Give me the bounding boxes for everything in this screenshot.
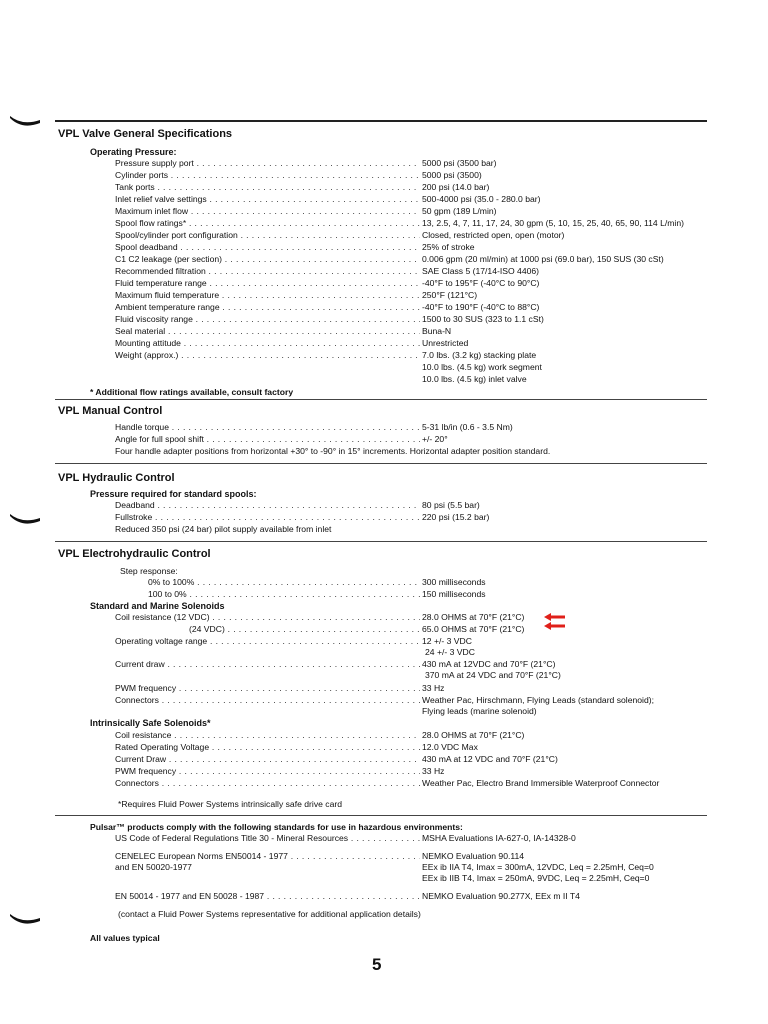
spec-row: (24 VDC) . . . 65.0 OHMS at 70°F (21°C) bbox=[115, 624, 715, 635]
spec-row: EN 50014 - 1977 and EN 50028 - 1987 . . . NEMKO Evaluation 90.277X, EEx m II T4 bbox=[115, 891, 715, 902]
pulsar-title: Pulsar™ products comply with the following standards for use in hazardous environments: bbox=[90, 822, 463, 832]
spec-row: Handle torque . . . 5-31 lb/in (0.6 - 3.5 Nm) bbox=[115, 422, 715, 433]
spec-row: PWM frequency . . . 33 Hz bbox=[115, 683, 715, 694]
spec-row: Maximum fluid temperature . . . 250°F (121°C) bbox=[115, 290, 715, 301]
weight-extra: 10.0 lbs. (4.5 kg) work segment bbox=[422, 362, 542, 372]
pressure-required-label: Pressure required for standard spools: bbox=[90, 489, 257, 499]
section-rule bbox=[55, 399, 707, 400]
weight-extra: 10.0 lbs. (4.5 kg) inlet valve bbox=[422, 374, 527, 384]
spec-row: Rated Operating Voltage . . . 12.0 VDC Max bbox=[115, 742, 715, 753]
page-number: 5 bbox=[372, 955, 382, 974]
cenelec-label-2: and EN 50020-1977 bbox=[115, 862, 192, 872]
spec-row: PWM frequency . . . 33 Hz bbox=[115, 766, 715, 777]
binder-mark-icon bbox=[8, 510, 42, 526]
step-response-label: Step response: bbox=[120, 566, 178, 576]
cenelec-value: EEx ib IIA T4, Imax = 300mA, 12VDC, Leq = 2.25mH, Ceq=0 bbox=[422, 862, 654, 872]
all-values-note: All values typical bbox=[90, 933, 160, 943]
spec-row: Inlet relief valve settings . . . 500-4000 psi (35.0 - 280.0 bar) bbox=[115, 194, 715, 205]
general-title: VPL Valve General Specifications bbox=[58, 128, 233, 140]
operating-pressure-label: Operating Pressure: bbox=[90, 147, 177, 157]
spec-row: Fluid temperature range . . . -40°F to 195°F (-40°C to 90°C) bbox=[115, 278, 715, 289]
contact-note: (contact a Fluid Power Systems representative for additional application details) bbox=[118, 909, 421, 919]
safe-solenoids-title: Intrinsically Safe Solenoids* bbox=[90, 718, 211, 728]
section-rule bbox=[55, 815, 707, 816]
section-rule bbox=[55, 541, 707, 542]
spec-row: Deadband . . . 80 psi (5.5 bar) bbox=[115, 500, 715, 511]
spec-row: Spool/cylinder port configuration . . . Closed, restricted open, open (motor) bbox=[115, 230, 715, 241]
manual-title: VPL Manual Control bbox=[58, 405, 163, 417]
hydraulic-note: Reduced 350 psi (24 bar) pilot supply available from inlet bbox=[115, 524, 332, 534]
spec-row: Angle for full spool shift . . . +/- 20° bbox=[115, 434, 715, 445]
electro-title: VPL Electrohydraulic Control bbox=[58, 548, 211, 560]
spec-row: 24 +/- 3 VDC bbox=[425, 647, 475, 657]
spec-row: Pressure supply port . . . 5000 psi (3500 bar) bbox=[115, 158, 715, 169]
binder-mark-icon bbox=[8, 910, 42, 926]
spec-row: Coil resistance (12 VDC) . . . 28.0 OHMS at 70°F (21°C) bbox=[115, 612, 715, 623]
spec-row: Current Draw . . . 430 mA at 12 VDC and 70°F (21°C) bbox=[115, 754, 715, 765]
spec-row: Flying leads (marine solenoid) bbox=[422, 706, 537, 716]
cenelec-value: EEx ib IIB T4, Imax = 250mA, 9VDC, Leq = 2.25mH, Ceq=0 bbox=[422, 873, 650, 883]
section-rule bbox=[55, 463, 707, 464]
spec-row: US Code of Federal Regulations Title 30 - Mineral Resources . . . MSHA Evaluations IA-627-0, IA-14328-0 bbox=[115, 833, 715, 844]
spec-row: Spool deadband . . . 25% of stroke bbox=[115, 242, 715, 253]
spec-row: Coil resistance . . . 28.0 OHMS at 70°F (21°C) bbox=[115, 730, 715, 741]
spec-row: Connectors . . . Weather Pac, Hirschmann, Flying Leads (standard solenoid); bbox=[115, 695, 715, 706]
spec-row: 0% to 100% . . . 300 milliseconds bbox=[148, 577, 718, 588]
safe-footnote: *Requires Fluid Power Systems intrinsically safe drive card bbox=[118, 799, 342, 809]
spec-row: Fluid viscosity range . . . 1500 to 30 SUS (323 to 1.1 cSt) bbox=[115, 314, 715, 325]
manual-note: Four handle adapter positions from horizontal +30° to -90° in 15° increments. Horizontal adapter position standard. bbox=[115, 446, 551, 456]
spec-row: 370 mA at 24 VDC and 70°F (21°C) bbox=[425, 670, 561, 680]
spec-row: Cylinder ports . . . 5000 psi (3500) bbox=[115, 170, 715, 181]
hydraulic-title: VPL Hydraulic Control bbox=[58, 472, 175, 484]
spec-row: Current draw . . . 430 mA at 12VDC and 70°F (21°C) bbox=[115, 659, 715, 670]
spec-row: Maximum inlet flow . . . 50 gpm (189 L/min) bbox=[115, 206, 715, 217]
spec-row: Weight (approx.) . . . 7.0 lbs. (3.2 kg) stacking plate bbox=[115, 350, 715, 361]
spec-row: 100 to 0% . . . 150 milliseconds bbox=[148, 589, 718, 600]
spec-row: C1 C2 leakage (per section) . . . 0.006 gpm (20 ml/min) at 1000 psi (69.0 bar), 150 SUS (30 cSt) bbox=[115, 254, 715, 265]
section-rule bbox=[55, 120, 707, 122]
spec-row: Recommended filtration . . . SAE Class 5 (17/14-ISO 4406) bbox=[115, 266, 715, 277]
spec-row: Spool flow ratings* . . . 13, 2.5, 4, 7, 11, 17, 24, 30 gpm (5, 10, 15, 25, 40, 65, 90, 114 L/min) bbox=[115, 218, 715, 229]
spec-row: Operating voltage range . . . 12 +/- 3 VDC bbox=[115, 636, 715, 647]
flow-footnote: * Additional flow ratings available, consult factory bbox=[90, 387, 294, 397]
spec-row: CENELEC European Norms EN50014 - 1977 . . . NEMKO Evaluation 90.114 bbox=[115, 851, 715, 862]
spec-row: Seal material . . . Buna-N bbox=[115, 326, 715, 337]
spec-row: Fullstroke . . . 220 psi (15.2 bar) bbox=[115, 512, 715, 523]
binder-mark-icon bbox=[8, 112, 42, 128]
red-arrow-icon bbox=[543, 621, 567, 631]
spec-row: Connectors . . . Weather Pac, Electro Brand Immersible Waterproof Connector bbox=[115, 778, 715, 789]
spec-row: Mounting attitude . . . Unrestricted bbox=[115, 338, 715, 349]
spec-row: Ambient temperature range . . . -40°F to 190°F (-40°C to 88°C) bbox=[115, 302, 715, 313]
spec-row: Tank ports . . . 200 psi (14.0 bar) bbox=[115, 182, 715, 193]
standard-solenoids-title: Standard and Marine Solenoids bbox=[90, 601, 225, 611]
